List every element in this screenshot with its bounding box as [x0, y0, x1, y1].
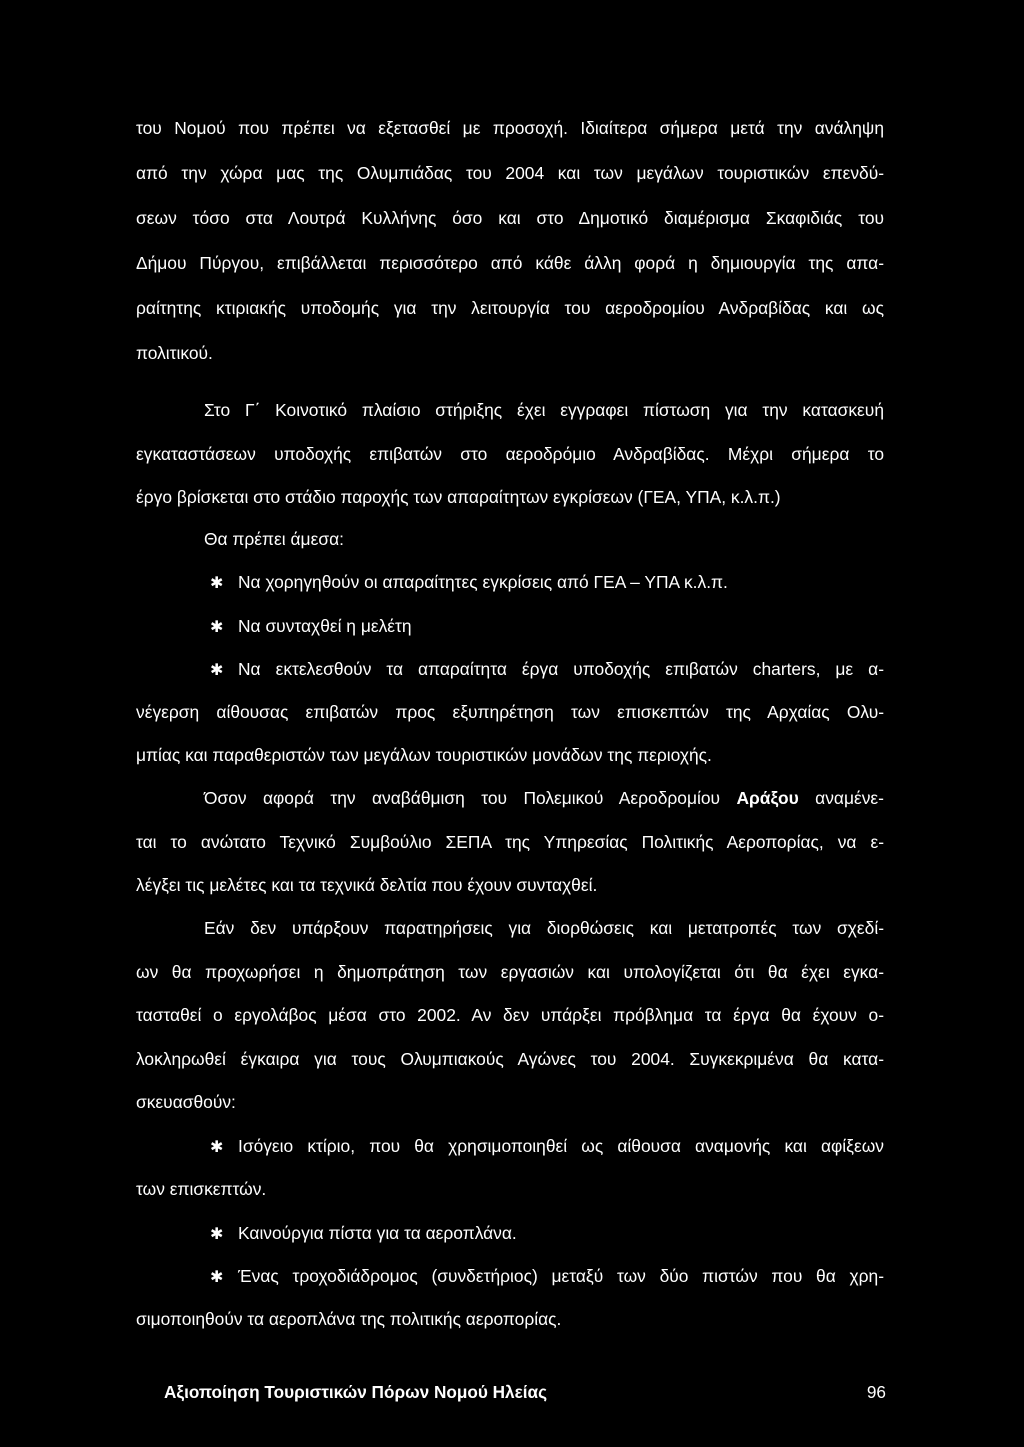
paragraph-line: λοκληρωθεί έγκαιρα για τους Ολυμπιακούς Αγώνες του 2004. Συγκεκριμένα θα κατα-: [136, 1049, 884, 1069]
bullet-text: Να εκτελεσθούν τα απαραίτητα έργα υποδοχής επιβατών charters, με α-: [238, 659, 884, 679]
bullet-text: Καινούργια πίστα για τα αεροπλάνα.: [238, 1223, 517, 1243]
page-number: 96: [866, 1382, 886, 1402]
bullet-item: [210, 604, 958, 648]
bullet-icon: ✱: [210, 662, 224, 679]
bullet-item: [210, 1124, 884, 1168]
paragraph-line: τασταθεί ο εργολάβος μέσα στο 2002. Αν δεν υπάρξει πρόβλημα τα έργα θα έχουν ο-: [136, 1005, 884, 1025]
paragraph-line: σεων τόσο στα Λουτρά Κυλλήνης όσο και στο Δημοτικό διαμέρισμα Σκαφιδιάς του: [136, 208, 884, 228]
paragraph-line: των επισκεπτών.: [136, 1179, 267, 1199]
bullet-text: Να συνταχθεί η μελέτη: [238, 616, 412, 636]
paragraph-line: σκευασθούν:: [136, 1092, 236, 1112]
paragraph-line: Δήμου Πύργου, επιβάλλεται περισσότερο από κάθε άλλη φορά η δημιουργία της απα-: [136, 253, 884, 273]
paragraph-line: ται το ανώτατο Τεχνικό Συμβούλιο ΣΕΠΑ της Υπηρεσίας Πολιτικής Αεροπορίας, να ε-: [136, 832, 884, 852]
bullet-item: [210, 1211, 958, 1255]
footer-title: Αξιοποίηση Τουριστικών Πόρων Νομού Ηλείας: [164, 1382, 548, 1402]
paragraph-line: [204, 776, 884, 820]
bullet-icon: ✱: [210, 1226, 224, 1243]
bullet-icon: ✱: [210, 1269, 224, 1286]
bullet-icon: ✱: [210, 1139, 224, 1156]
bullet-icon: ✱: [210, 575, 224, 592]
bullet-icon: ✱: [210, 619, 224, 636]
page-footer: [164, 1372, 886, 1412]
paragraph-line: σιμοποιηθούν τα αεροπλάνα της πολιτικής αεροπορίας.: [136, 1309, 562, 1329]
bullet-item: [210, 647, 884, 691]
paragraph-line: λέγξει τις μελέτες και τα τεχνικά δελτία που έχουν συνταχθεί.: [136, 875, 598, 895]
bullet-text: Να χορηγηθούν οι απαραίτητες εγκρίσεις από ΓΕΑ – ΥΠΑ κ.λ.π.: [238, 572, 728, 592]
paragraph-line: Εάν δεν υπάρξουν παρατηρήσεις για διορθώσεις και μετατροπές των σχεδί-: [204, 918, 884, 938]
paragraph-line: ραίτητης κτιριακής υποδομής για την λειτουργία του αεροδρομίου Ανδραβίδας και ως: [136, 298, 884, 318]
paragraph-line: ων θα προχωρήσει η δημοπράτηση των εργασιών και υπολογίζεται ότι θα έχει εγκα-: [136, 962, 884, 982]
text-segment: Όσον αφορά την αναβάθμιση του Πολεμικού Αεροδρομίου: [204, 788, 721, 808]
bullet-text: Ισόγειο κτίριο, που θα χρησιμοποιηθεί ως αίθουσα αναμονής και αφίξεων: [238, 1136, 884, 1156]
paragraph-line: Στο Γ΄ Κοινοτικό πλαίσιο στήριξης έχει εγγραφει πίστωση για την κατασκευή: [204, 400, 884, 420]
bullet-item: [210, 560, 958, 604]
paragraph-line: εγκαταστάσεων υποδοχής επιβατών στο αεροδρόμιο Ανδραβίδας. Μέχρι σήμερα το: [136, 444, 884, 464]
bullet-item: [210, 1254, 884, 1298]
paragraph-line: Θα πρέπει άμεσα:: [204, 529, 344, 549]
paragraph-line: πολιτικού.: [136, 343, 213, 363]
paragraph-line: μπίας και παραθεριστών των μεγάλων τουριστικών μονάδων της περιοχής.: [136, 745, 712, 765]
paragraph-line: από την χώρα μας της Ολυμπιάδας του 2004 και των μεγάλων τουριστικών επενδύ-: [136, 163, 884, 183]
emphasis-text: Αράξου: [736, 788, 799, 808]
paragraph-line: του Νομού που πρέπει να εξετασθεί με προσοχή. Ιδιαίτερα σήμερα μετά την ανάληψη: [136, 118, 884, 138]
bullet-text: Ένας τροχοδιάδρομος (συνδετήριος) μεταξύ των δύο πιστών που θα χρη-: [238, 1266, 884, 1286]
text-segment: αναμένε-: [815, 788, 884, 808]
paragraph-line: νέγερση αίθουσας επιβατών προς εξυπηρέτηση των επισκεπτών της Αρχαίας Ολυ-: [136, 702, 884, 722]
paragraph-line: έργο βρίσκεται στο στάδιο παροχής των απαραίτητων εγκρίσεων (ΓΕΑ, ΥΠΑ, κ.λ.π.): [136, 487, 781, 507]
